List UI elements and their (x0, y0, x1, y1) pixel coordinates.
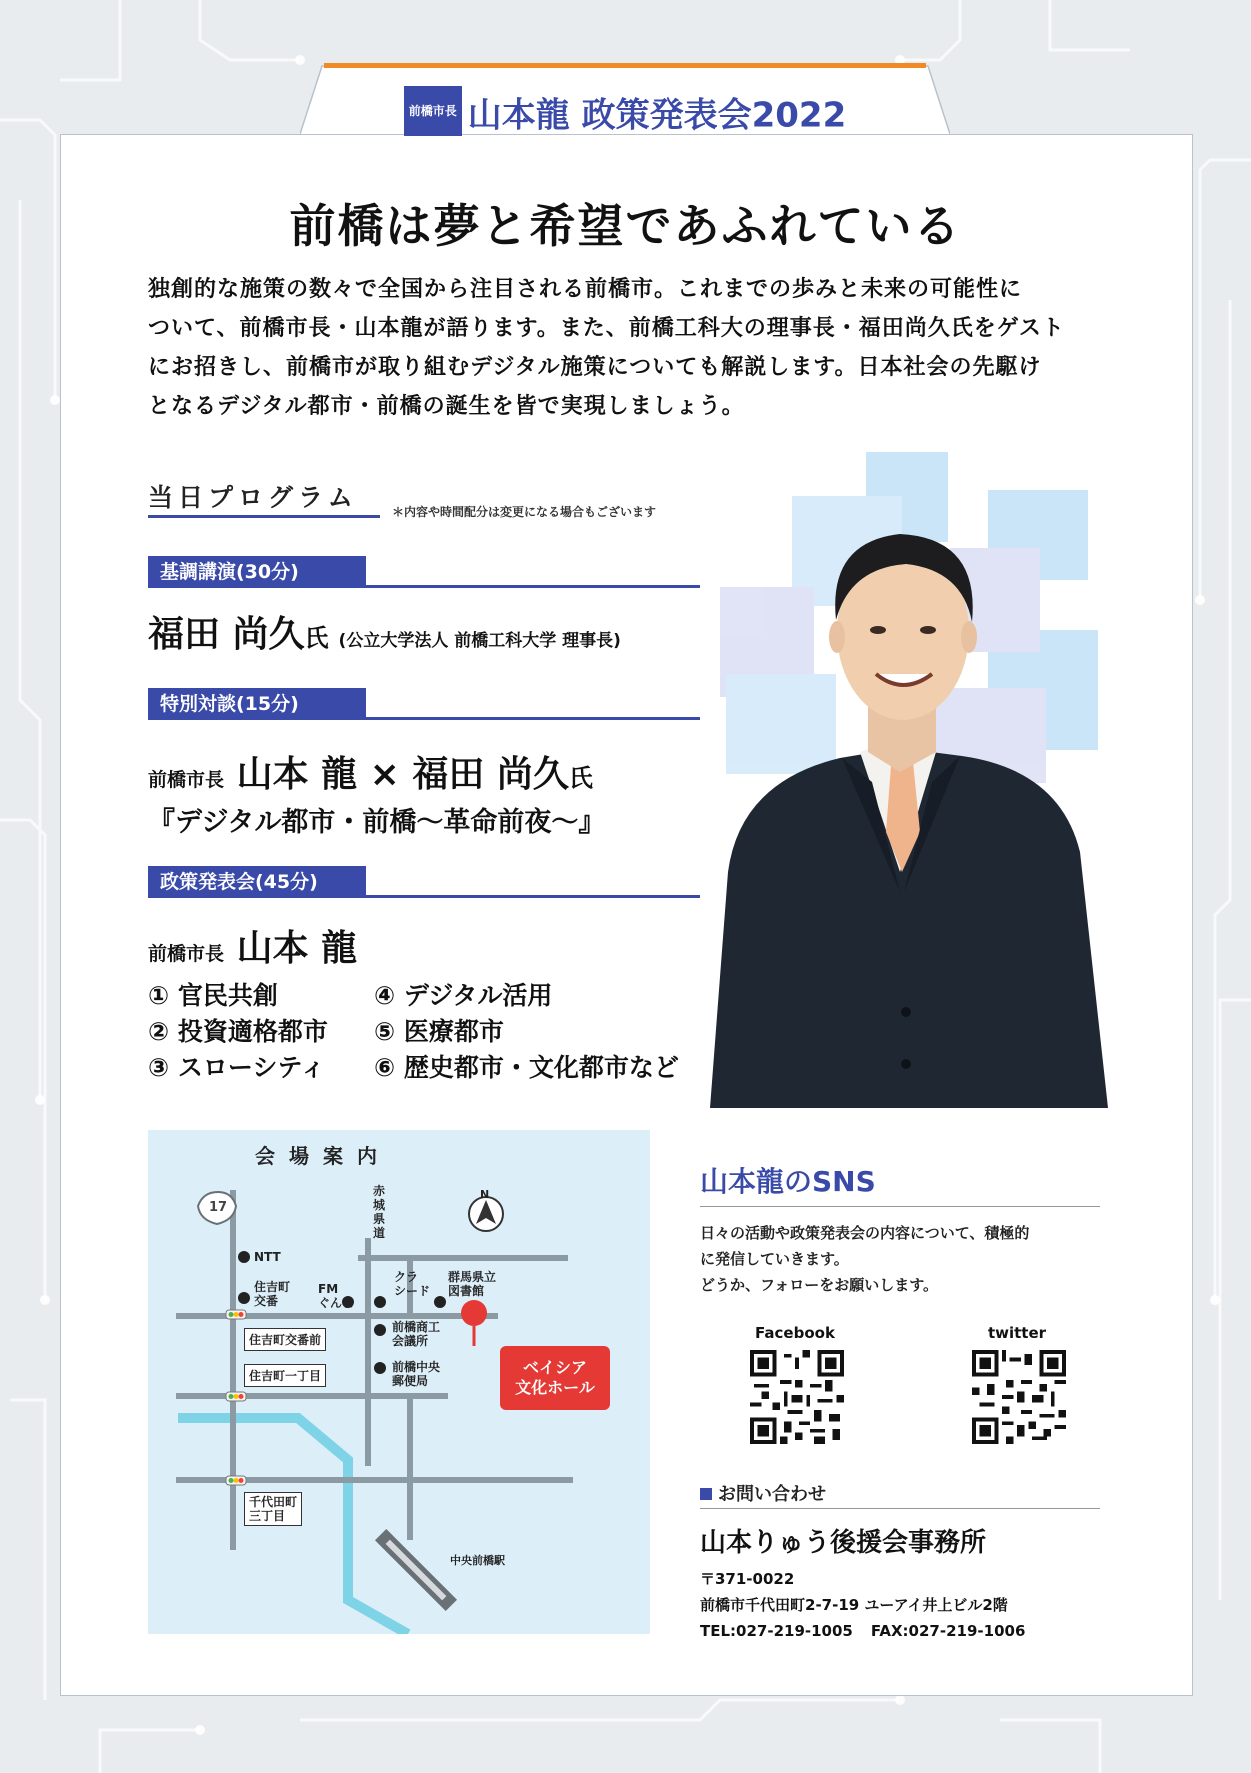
program-heading: 当日プログラム (148, 483, 358, 512)
dialogue-mayor-label: 前橋市長 (148, 769, 225, 791)
keynote-honorific: 氏 (304, 624, 329, 652)
headline: 前橋は夢と希望であふれている (289, 199, 962, 253)
contact-square-icon (700, 1488, 712, 1500)
sumiyoshi-itchome-label: 住吉町一丁目 (244, 1364, 326, 1387)
policy-mayor-label: 前橋市長 (148, 943, 225, 965)
mayor-portrait (700, 452, 1130, 1108)
contact-heading-text: お問い合わせ (718, 1484, 826, 1505)
policy-item: ③ スローシティ (148, 1053, 326, 1082)
map-label-line: FM (318, 1282, 339, 1296)
sns-text-line: に発信していきます。 (700, 1250, 849, 1268)
policy-speaker (148, 920, 357, 971)
intro-line: ついて、前橋市長・山本龍が語ります。また、前橋工科大の理事長・福田尚久氏をゲスト (148, 316, 1065, 341)
mayor-badge: 前橋市長 (404, 86, 462, 136)
phone-fax-line (700, 1618, 1025, 1644)
postal-code: 〒371-0022 (700, 1570, 795, 1588)
fax: FAX:027-219-1006 (870, 1622, 1026, 1640)
dialogue-honorific: 氏 (568, 764, 593, 792)
sumiyoshi-koban-mae-label: 住吉町交番前 (244, 1328, 326, 1351)
venue-label (500, 1346, 610, 1410)
office-name: 山本りゅう後援会事務所 (700, 1528, 987, 1558)
map-label-line: 県 (373, 1212, 386, 1226)
ntt-label: NTT (254, 1250, 281, 1264)
sns-rule (700, 1206, 1100, 1207)
map-label-line: 郵便局 (392, 1374, 429, 1388)
sns-text-line: どうか、フォローをお願いします。 (700, 1276, 939, 1294)
post-office-label (392, 1360, 440, 1388)
map-label-line: 前橋中央 (392, 1360, 441, 1374)
event-title-text: 山本龍 政策発表会2022 (467, 95, 847, 136)
policy-item: ② 投資適格都市 (148, 1017, 328, 1046)
address: 前橋市千代田町2-7-19 ユーアイ井上ビル2階 (700, 1596, 1008, 1614)
sumiyoshi-koban-label (254, 1280, 290, 1308)
sns-text (700, 1220, 1110, 1298)
chamber-label (392, 1320, 440, 1348)
policy-item: ④ デジタル活用 (374, 981, 553, 1010)
facebook-label: Facebook (755, 1324, 835, 1342)
keynote-rule (366, 585, 700, 588)
facebook-qr-code[interactable] (750, 1350, 844, 1444)
map-label-line: 城 (373, 1198, 386, 1212)
sns-title: 山本龍のSNS (700, 1165, 876, 1198)
map-label-line: 道 (373, 1226, 386, 1240)
program-note: ＊内容や時間配分は変更になる場合もございます (392, 505, 657, 519)
twitter-qr-code[interactable] (972, 1350, 1066, 1444)
station-label: 中央前橋駅 (450, 1554, 505, 1567)
contact-rule (700, 1508, 1100, 1509)
map-label-line: 図書館 (448, 1284, 485, 1298)
map-label-line: 交番 (254, 1294, 279, 1308)
contact-heading (700, 1480, 826, 1506)
policy-tag: 政策発表会(45分) (148, 866, 366, 898)
policy-speaker-name: 山本 龍 (236, 928, 358, 969)
policy-item: ⑥ 歴史都市・文化都市など (374, 1053, 679, 1082)
sns-text-line: 日々の活動や政策発表会の内容について、積極的 (700, 1224, 1030, 1242)
library-label (448, 1270, 496, 1298)
policy-rule (366, 895, 700, 898)
dialogue-names: 山本 龍 × 福田 尚久 (236, 754, 569, 795)
policy-item: ① 官民共創 (148, 981, 278, 1010)
map-label-line: 会議所 (392, 1334, 429, 1348)
dialogue-title: 『デジタル都市・前橋～革命前夜～』 (148, 807, 606, 838)
map-title: 会場案内 (255, 1144, 391, 1168)
intro-line: にお招きし、前橋市が取り組むデジタル施策についても解説します。日本社会の先駆け (148, 355, 1042, 380)
map-label-line: クラ (394, 1270, 419, 1284)
fm-gunma-label (318, 1282, 354, 1310)
north-label: N (480, 1188, 490, 1201)
keynote-tag: 基調講演(30分) (148, 556, 366, 588)
contact-details (700, 1566, 1025, 1644)
dialogue-speakers (148, 746, 593, 797)
policy-item: ⑤ 医療都市 (374, 1017, 504, 1046)
map-label-line: 前橋商工 (392, 1320, 441, 1334)
map-label-line: 住吉町 (254, 1280, 291, 1294)
event-title (300, 92, 950, 142)
akagi-road-label (373, 1184, 385, 1240)
dialogue-rule (366, 717, 700, 720)
twitter-label: twitter (987, 1324, 1047, 1342)
map-label-line: シード (394, 1284, 431, 1298)
intro-text (148, 270, 1108, 426)
map-label-line: 群馬県立 (448, 1270, 497, 1284)
venue-map (148, 1130, 650, 1634)
map-label-line: 三丁目 (249, 1509, 286, 1523)
tel: TEL:027-219-1005 (700, 1622, 853, 1640)
venue-label-line: 文化ホール (515, 1378, 595, 1397)
keynote-speaker (148, 606, 621, 657)
route-17-label: 17 (208, 1200, 228, 1215)
dialogue-tag: 特別対談(15分) (148, 688, 366, 720)
map-label-line: ぐんま (318, 1296, 355, 1310)
venue-label-line: ベイシア (522, 1358, 587, 1377)
keynote-name: 福田 尚久 (148, 614, 305, 655)
map-label-line: 千代田町 (249, 1495, 298, 1509)
program-underline (148, 515, 380, 518)
intro-line: 独創的な施策の数々で全国から注目される前橋市。これまでの歩みと未来の可能性に (148, 277, 1023, 302)
chiyoda-sanchome-label (244, 1492, 302, 1526)
clasid-label (394, 1270, 430, 1298)
map-label-line: 赤 (373, 1184, 386, 1198)
intro-line: となるデジタル都市・前橋の誕生を皆で実現しましょう。 (148, 394, 745, 419)
keynote-affiliation: (公立大学法人 前橋工科大学 理事長) (338, 631, 621, 651)
